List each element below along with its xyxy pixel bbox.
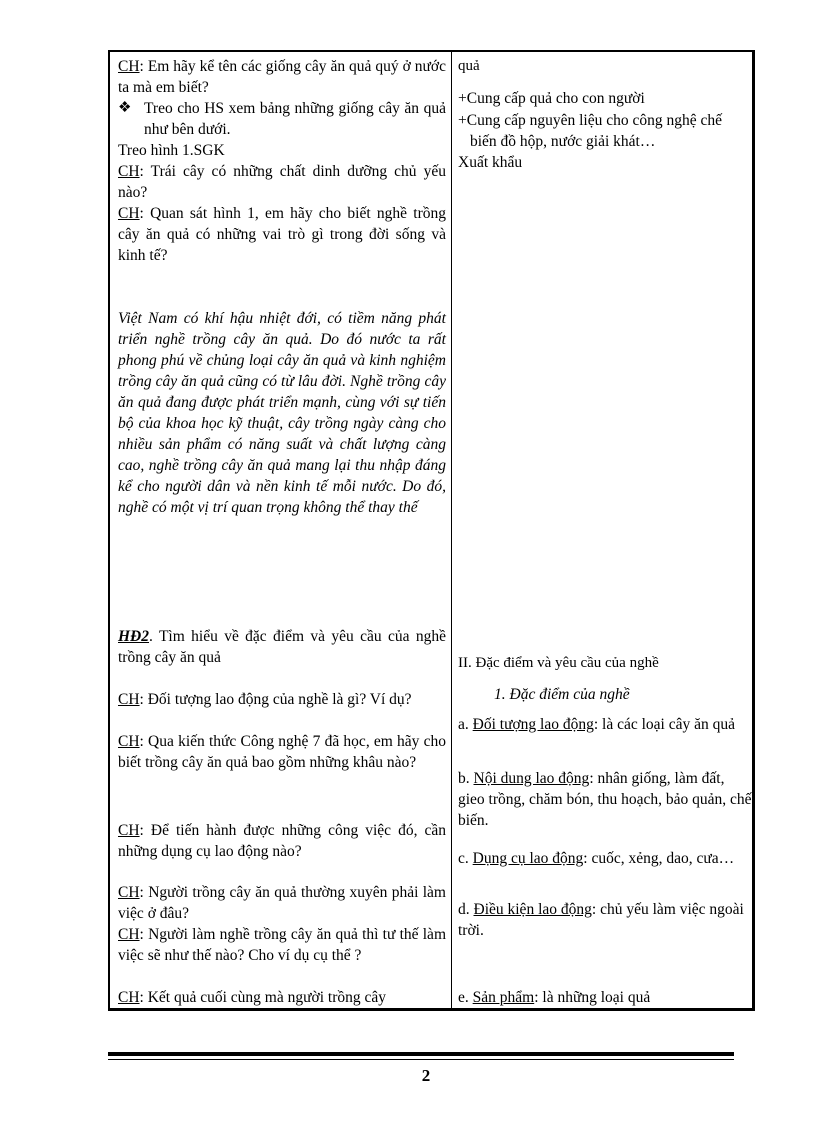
activity-2-heading: HĐ2. Tìm hiểu về đặc điểm và yêu cầu của nghề trồng cây ăn quả <box>118 628 446 666</box>
right-line-4: Xuất khẩu <box>458 154 523 171</box>
question-4: CH: Đối tượng lao động của nghề là gì? Ví dụ? <box>118 691 412 708</box>
lesson-table <box>108 50 755 1011</box>
question-9: CH: Kết quả cuối cùng mà người trồng cây <box>118 989 386 1006</box>
footer-rule-thick <box>108 1052 734 1056</box>
diamond-bullet-icon: ❖ <box>118 100 132 116</box>
section-heading: II. Đặc điểm và yêu cầu của nghề <box>458 655 659 671</box>
bullet-item: ❖ Treo cho HS xem bảng những giống cây ăn quả như bên dưới. <box>118 100 446 138</box>
subsection-heading: 1. Đặc điểm của nghề <box>494 686 630 703</box>
feature-d: d. Điều kiện lao động: chủ yếu làm việc ngoài trời. <box>458 901 744 939</box>
question-7: CH: Người trồng cây ăn quả thường xuyên phải làm việc ở đâu? <box>118 884 446 922</box>
question-8: CH: Người làm nghề trồng cây ăn quả thì tư thế làm việc sẽ như thế nào? Cho ví dụ cụ thể ? <box>118 926 446 964</box>
question-3: CH: Quan sát hình 1, em hãy cho biết nghề trồng cây ăn quả có những vai trò gì trong đời sống và kinh tế? <box>118 205 446 264</box>
figure-instruction: Treo hình 1.SGK <box>118 142 225 159</box>
page-number: 2 <box>421 1066 431 1085</box>
summary-paragraph: Việt Nam có khí hậu nhiệt đới, có tiềm năng phát triển nghề trồng cây ăn quả. Do đó nước ta rất phong phú về chủng loại cây ăn quả và kinh nghiệm trồng cây ăn quả cũng có từ lâu đời. Nghề trồng cây ăn quả đang được phát triển mạnh, cùng với sự tiến bộ của khoa học kỹ thuật, cây trồng ngày càng cho nhiều sản phẩm có năng suất và chất lượng càng cao, nghề trồng cây ăn quả mang lại thu nhập đáng kể cho người dân và nền kinh tế mỗi nước. Do đó, nghề có một vị trí quan trọng không thể thay thế <box>118 310 446 516</box>
right-line-1: quả <box>458 58 480 74</box>
feature-a: a. Đối tượng lao động: là các loại cây ăn quả <box>458 716 736 733</box>
feature-c: c. Dụng cụ lao động: cuốc, xẻng, dao, cưa… <box>458 850 735 867</box>
right-line-2: +Cung cấp quả cho con người <box>458 90 645 107</box>
right-line-3: +Cung cấp nguyên liệu cho công nghệ chế biến đồ hộp, nước giải khát… <box>458 112 722 150</box>
question-5: CH: Qua kiến thức Công nghệ 7 đã học, em hãy cho biết trồng cây ăn quả bao gồm những khâu nào? <box>118 733 446 771</box>
question-1: CH: Em hãy kể tên các giống cây ăn quả quý ở nước ta mà em biết? <box>118 58 446 96</box>
feature-e: e. Sản phẩm: là những loại quả <box>458 989 651 1006</box>
feature-b: b. Nội dung lao động: nhân giống, làm đất, gieo trồng, chăm bón, thu hoạch, bảo quản, chế biến. <box>458 770 752 829</box>
footer-rule-thin <box>108 1059 734 1060</box>
column-divider <box>451 52 452 1008</box>
question-6: CH: Để tiến hành được những công việc đó, cần những dụng cụ lao động nào? <box>118 822 446 860</box>
question-2: CH: Trái cây có những chất dinh dưỡng chủ yếu nào? <box>118 163 446 201</box>
